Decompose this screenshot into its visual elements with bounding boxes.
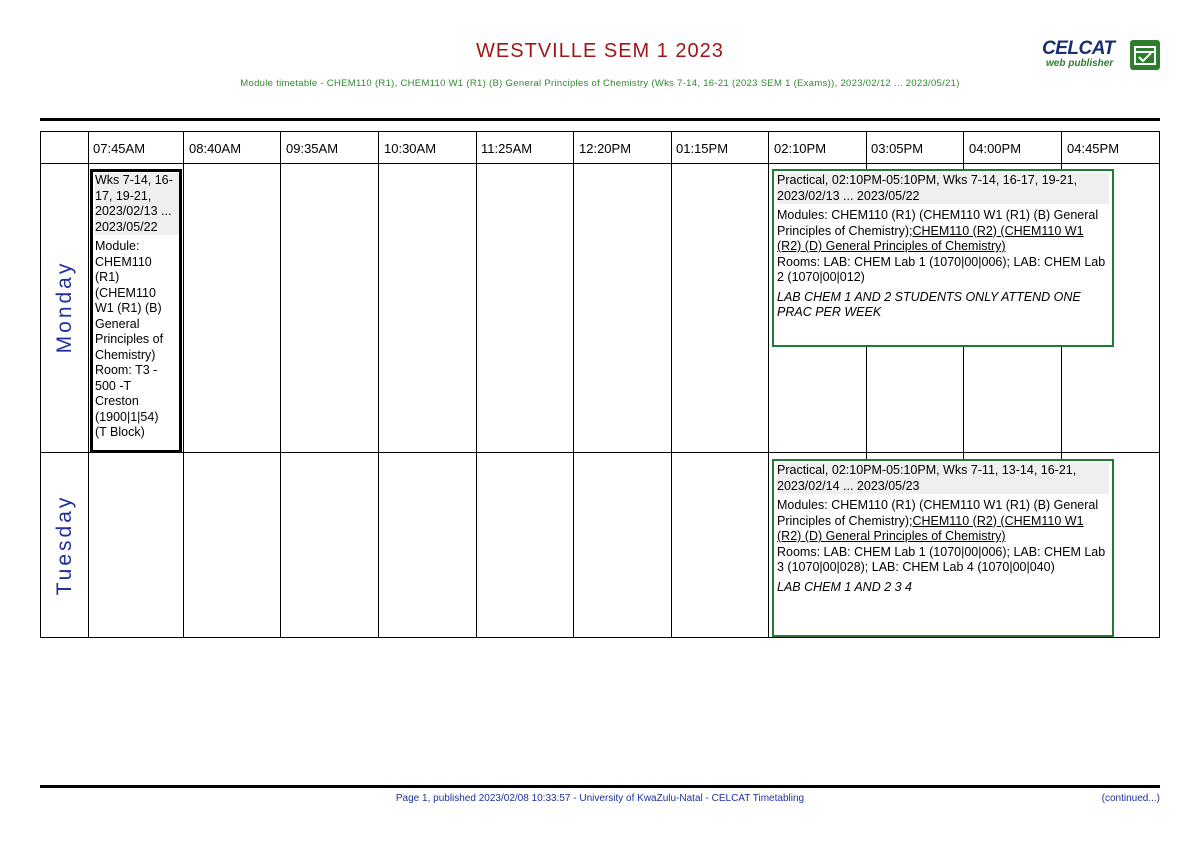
timetable-grid [40, 131, 1160, 638]
event-rooms: Rooms: LAB: CHEM Lab 1 (1070|00|006); LAB: CHEM Lab 2 (1070|00|012) [777, 254, 1106, 284]
event-modules [777, 498, 1109, 545]
event-line: 500 -T [95, 378, 132, 393]
event-note: LAB CHEM 1 AND 2 STUDENTS ONLY ATTEND ONE PRAC PER WEEK [777, 289, 1081, 319]
time-header: 12:20PM [579, 141, 632, 156]
event-monday-lecture[interactable] [90, 169, 182, 453]
event-line: (R1) [95, 270, 120, 284]
time-header: 02:10PM [774, 141, 827, 156]
time-header: 11:25AM [481, 141, 533, 156]
top-rule [40, 118, 1160, 121]
event-modules-text: Modules: CHEM110 (R1) (CHEM110 W1 (R1) (B) General Principles of Chemistry); [777, 498, 1099, 528]
bottom-rule [40, 785, 1160, 788]
time-header: 01:15PM [676, 141, 729, 156]
event-header: Practical, 02:10PM-05:10PM, Wks 7-11, 13-14, 16-21, 2023/02/14 ... 2023/05/23 [777, 463, 1109, 494]
continued-label: (continued...) [1101, 793, 1160, 804]
logo-subtext: web publisher [1046, 58, 1114, 69]
event-weeks: Wks 7-14, 16- [95, 173, 179, 189]
page-title: WESTVILLE SEM 1 2023 [476, 40, 724, 62]
grid-line [183, 132, 184, 637]
grid-line [476, 132, 477, 637]
event-line: (T Block) [95, 425, 145, 439]
module-link[interactable]: CHEM110 (R2) (CHEM110 W1 (R2) (D) General Principles of Chemistry) [777, 223, 1084, 253]
event-dates: 2023/02/13 ... [95, 204, 179, 220]
event-weeks: 17, 19-21, [95, 189, 179, 205]
event-line: Module: [95, 239, 140, 253]
event-line: Room: T3 - [95, 363, 158, 377]
time-header: 07:45AM [93, 141, 146, 156]
grid-line [671, 132, 672, 637]
calendar-icon [1130, 40, 1160, 70]
event-line: CHEM110 [95, 254, 152, 269]
day-label-monday: Monday [53, 260, 76, 354]
event-line: Chemistry) [95, 347, 156, 362]
grid-line [280, 132, 281, 637]
event-line: (1900|1|54) [95, 409, 159, 424]
grid-line [88, 132, 89, 637]
time-header: 10:30AM [384, 141, 437, 156]
time-header: 04:45PM [1067, 141, 1120, 156]
grid-line [768, 132, 769, 637]
footer-text: Page 1, published 2023/02/08 10:33:57 - University of KwaZulu-Natal - CELCAT Timetabling [395, 793, 805, 804]
event-monday-practical[interactable] [772, 169, 1114, 347]
grid-line [41, 163, 1159, 164]
event-modules [777, 208, 1109, 255]
grid-line [378, 132, 379, 637]
event-note: LAB CHEM 1 AND 2 3 4 [777, 579, 913, 594]
logo-text: CELCAT [1042, 38, 1115, 59]
event-line: (CHEM110 [95, 285, 156, 300]
time-header: 09:35AM [286, 141, 339, 156]
event-line: Principles of [95, 332, 164, 346]
event-tuesday-practical[interactable] [772, 459, 1114, 637]
time-header: 03:05PM [871, 141, 924, 156]
time-header: 08:40AM [189, 141, 242, 156]
event-modules-text: Modules: CHEM110 (R1) (CHEM110 W1 (R1) (B) General Principles of Chemistry); [777, 208, 1099, 238]
event-line: Creston [95, 394, 139, 408]
grid-line [573, 132, 574, 637]
event-rooms: Rooms: LAB: CHEM Lab 1 (1070|00|006); LAB: CHEM Lab 3 (1070|00|028); LAB: CHEM Lab 4 (1070|00|040) [777, 544, 1106, 574]
event-header: Practical, 02:10PM-05:10PM, Wks 7-14, 16-17, 19-21, 2023/02/13 ... 2023/05/22 [777, 173, 1109, 204]
event-line: General [95, 316, 140, 331]
event-line: W1 (R1) (B) [95, 301, 162, 315]
celcat-logo [1042, 38, 1164, 74]
page-subtitle: Module timetable - CHEM110 (R1), CHEM110 W1 (R1) (B) General Principles of Chemistry (Wks 7-14, 16-21 (2023 SEM 1 (Exams)), 2023/02/12 ... 2023/05/21) [240, 78, 960, 89]
module-link[interactable]: CHEM110 (R2) (CHEM110 W1 (R2) (D) General Principles of Chemistry) [777, 513, 1084, 543]
day-label-tuesday: Tuesday [53, 494, 76, 596]
event-dates: 2023/05/22 [95, 220, 179, 236]
grid-line [41, 452, 1159, 453]
time-header: 04:00PM [969, 141, 1022, 156]
